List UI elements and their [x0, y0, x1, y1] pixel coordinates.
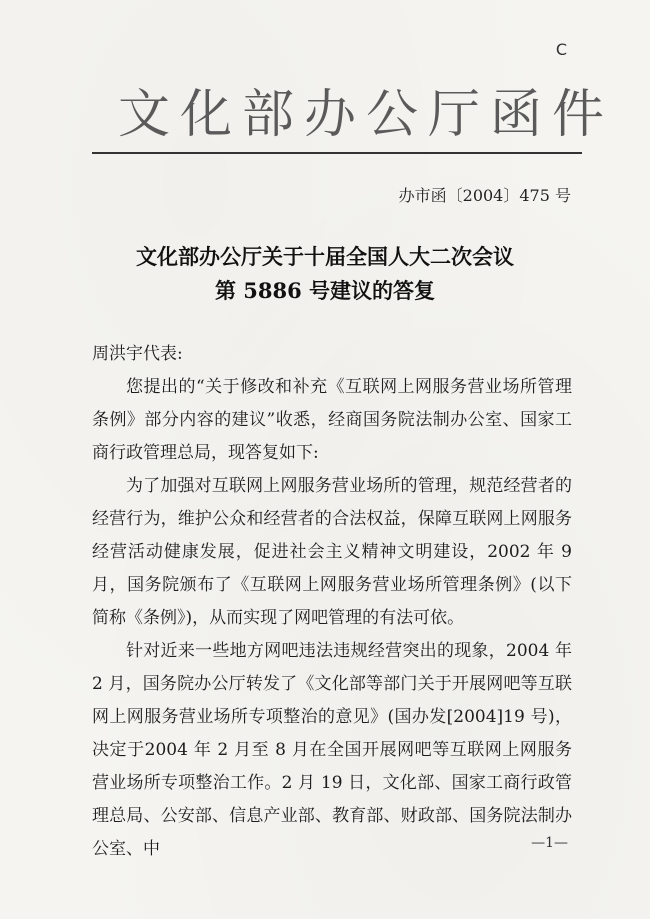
corner-mark: C	[555, 40, 567, 59]
page-number: —1—	[531, 835, 568, 851]
letterhead-rule	[92, 152, 582, 154]
document-heading-line-2: 第 5886 号建议的答复	[214, 278, 436, 303]
body-paragraph-2: 为了加强对互联网上网服务营业场所的管理，规范经营者的经营行为，维护公众和经营者的合法权益，保障互联网上网服务经营活动健康发展，促进社会主义精神文明建设，2002 年 9 月，国务院颁布了《互联网上网服务营业场所管理条例》(以下简称《条例》)，从而实现了网吧管理的有法可依。	[92, 476, 572, 628]
document-heading	[60, 240, 590, 308]
body-paragraph-1: 您提出的“关于修改和补充《互联网上网服务营业场所管理条例》部分内容的建议”收悉，经商国务院法制办公室、国家工商行政管理总局，现答复如下:	[92, 377, 572, 463]
document-body	[92, 338, 572, 866]
letterhead-title: 文化部办公厅函件	[118, 85, 615, 145]
salutation: 周洪宇代表:	[92, 344, 183, 364]
document-number: 办市函〔2004〕475 号	[398, 186, 571, 205]
body-paragraph-3: 针对近来一些地方网吧违法违规经营突出的现象，2004 年 2 月，国务院办公厅转发了《文化部等部门关于开展网吧等互联网上网服务营业场所专项整治的意见》(国办发[2004]19 号)，决定于2004 年 2 月至 8 月在全国开展网吧等互联网上网服务营业场所专项整治工作。2 月 19 日，文化部、国家工商行政管理总局、公安部、信息产业部、教育部、财政部、国务院法制办公室、中	[92, 641, 572, 859]
document-heading-line-1: 文化部办公厅关于十届全国人大二次会议	[136, 244, 514, 269]
